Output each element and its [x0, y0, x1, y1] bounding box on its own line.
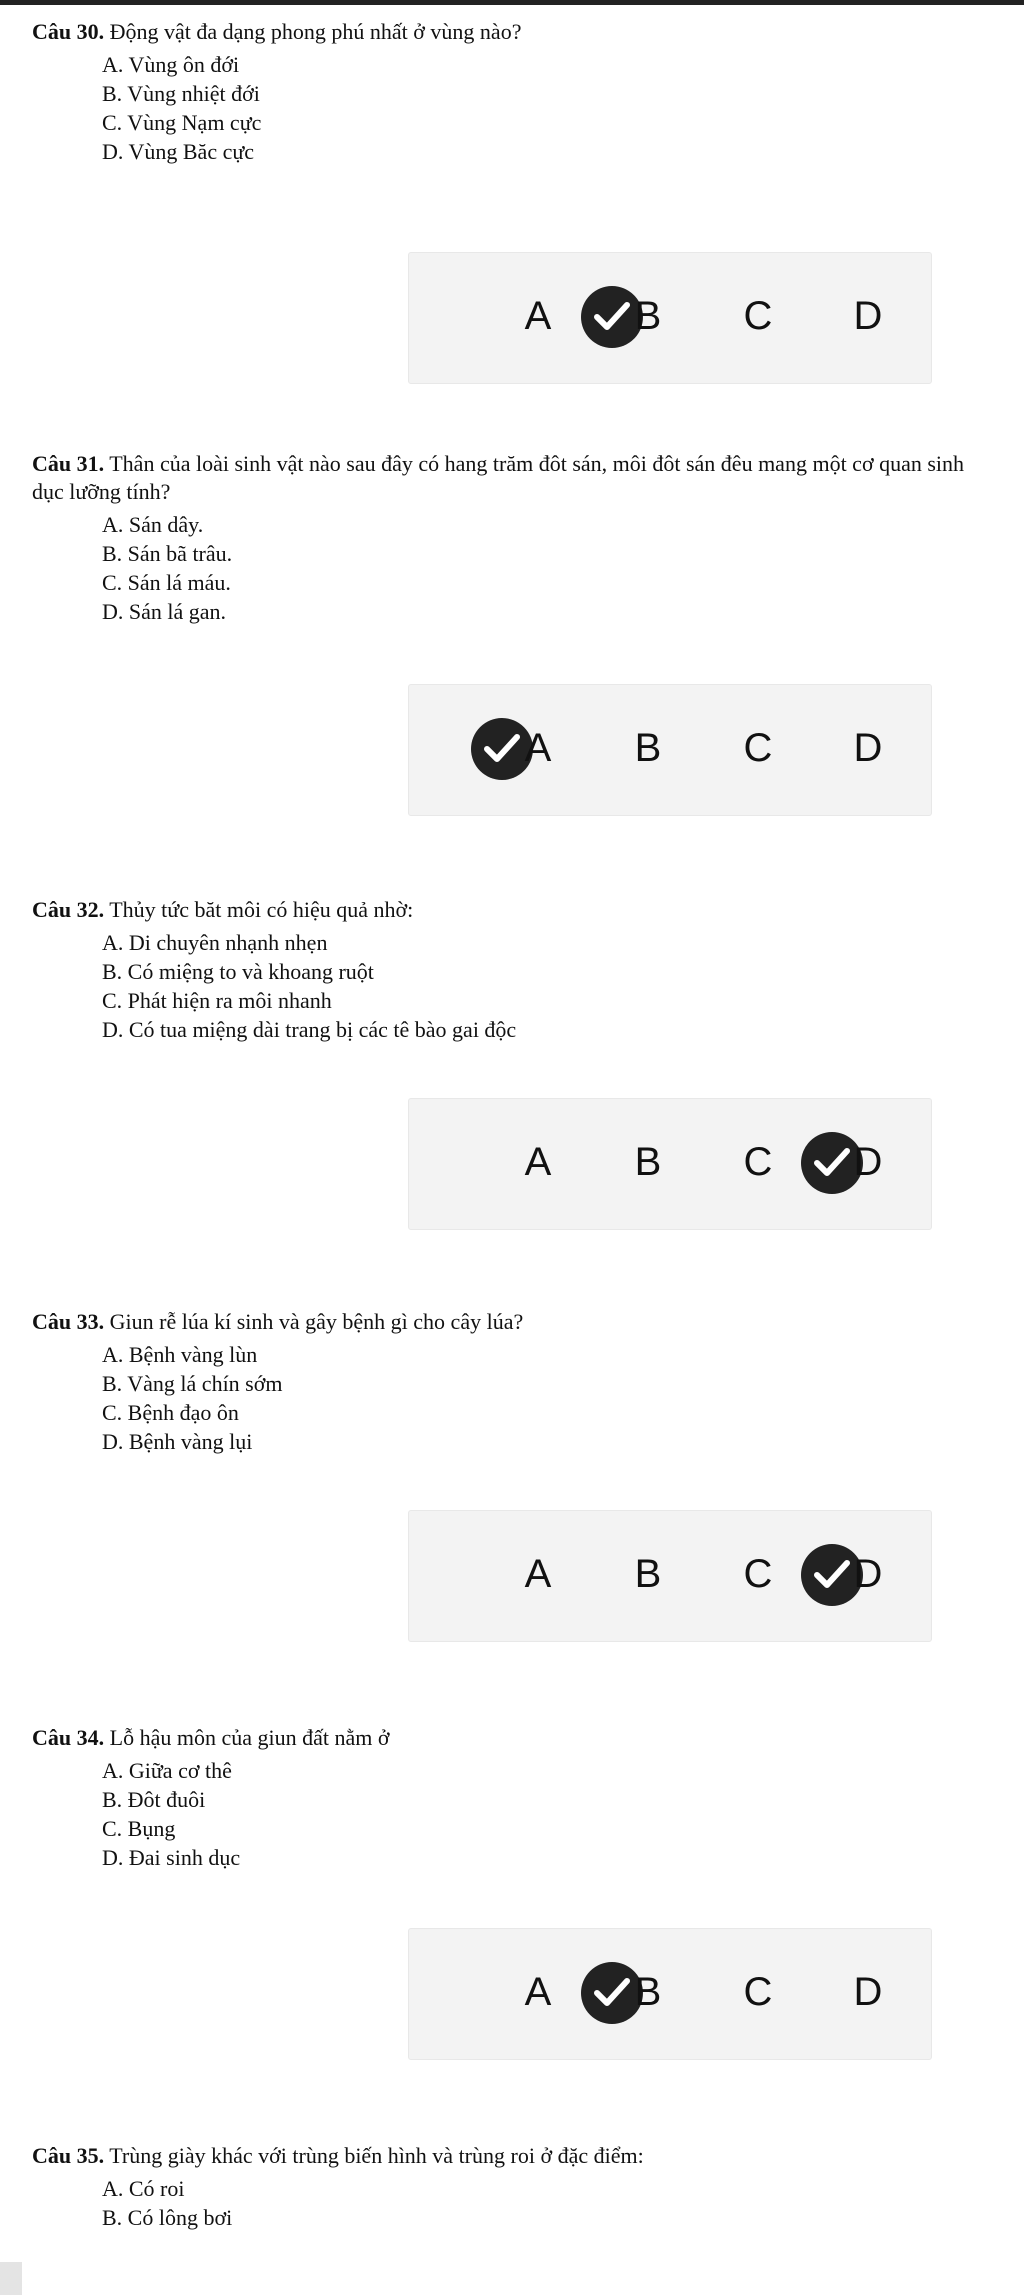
choice-letter: B — [634, 1140, 662, 1184]
answer-selector — [408, 252, 932, 384]
choice-letter: C — [743, 294, 773, 338]
choice-letter: D — [853, 1552, 883, 1596]
choice-letter: D — [853, 1140, 883, 1184]
question-body: Thân của loài sinh vật nào sau đây có hang trăm đôt sán, môi đôt sán đêu mang một cơ quan sinh dục lưỡng tính? — [32, 451, 965, 504]
option-b: B. Vùng nhiệt đới — [102, 81, 260, 106]
choice-letter: A — [524, 1140, 552, 1184]
option-list — [102, 928, 516, 1044]
option-a: A. Sán dây. — [102, 512, 204, 537]
question-text — [32, 18, 997, 46]
option-list — [102, 1756, 240, 1872]
question-body: Giun rễ lúa kí sinh và gây bệnh gì cho cây lúa? — [109, 1309, 524, 1334]
answer-selector — [408, 1510, 932, 1642]
option-c: C. Sán lá máu. — [102, 570, 231, 595]
question-text — [32, 1308, 997, 1336]
question-number: Câu 35. — [32, 2143, 105, 2168]
choice-letter: C — [743, 1552, 773, 1596]
option-c: C. Vùng Nạm cực — [102, 110, 262, 135]
option-d: D. Vùng Băc cực — [102, 139, 255, 164]
choice-letter: A — [524, 1970, 552, 2014]
option-c: C. Phát hiện ra môi nhanh — [102, 988, 332, 1013]
question-32 — [0, 896, 1024, 1296]
option-b: B. Sán bã trâu. — [102, 541, 233, 566]
option-d: D. Bệnh vàng lụi — [102, 1429, 253, 1454]
scroll-edge-indicator — [0, 2262, 22, 2295]
option-list — [102, 1340, 283, 1456]
choice-letter: B — [634, 1970, 662, 2014]
question-body: Trùng giày khác với trùng biến hình và trùng roi ở đặc điểm: — [109, 2143, 644, 2168]
choice-letter: C — [743, 1140, 773, 1184]
option-a: A. Vùng ôn đới — [102, 52, 240, 77]
question-body: Lỗ hậu môn của giun đất nằm ở — [109, 1725, 390, 1750]
question-number: Câu 30. — [32, 19, 105, 44]
answer-selector — [408, 684, 932, 816]
option-a: A. Di chuyên nhạnh nhẹn — [102, 930, 328, 955]
question-number: Câu 31. — [32, 451, 105, 476]
question-35 — [0, 2142, 1024, 2292]
choice-letter: B — [634, 726, 662, 770]
option-a: A. Giữa cơ thê — [102, 1758, 232, 1783]
question-text — [32, 1724, 997, 1752]
option-d: D. Đai sinh dục — [102, 1845, 241, 1870]
question-number: Câu 33. — [32, 1309, 105, 1334]
choice-letter: C — [743, 726, 773, 770]
option-list — [102, 50, 261, 166]
question-text — [32, 450, 997, 506]
option-d: D. Sán lá gan. — [102, 599, 227, 624]
option-a: A. Bệnh vàng lùn — [102, 1342, 258, 1367]
question-number: Câu 34. — [32, 1725, 105, 1750]
question-30 — [0, 18, 1024, 418]
answer-selector — [408, 1098, 932, 1230]
option-list — [102, 2174, 232, 2232]
option-c: C. Bụng — [102, 1816, 176, 1841]
top-edge-bar — [0, 0, 1024, 5]
choice-letter: A — [524, 1552, 552, 1596]
answer-selector — [408, 1928, 932, 2060]
option-list — [102, 510, 232, 626]
choice-letter: C — [743, 1970, 773, 2014]
question-body: Động vật đa dạng phong phú nhất ở vùng nào? — [109, 19, 522, 44]
option-b: B. Có lông bơi — [102, 2205, 233, 2230]
question-text — [32, 896, 997, 924]
choice-letter: A — [524, 726, 552, 770]
question-33 — [0, 1308, 1024, 1708]
choice-letter: B — [634, 1552, 662, 1596]
option-b: B. Có miệng to và khoang ruột — [102, 959, 374, 984]
option-d: D. Có tua miệng dài trang bị các tê bào gai độc — [102, 1017, 517, 1042]
question-number: Câu 32. — [32, 897, 105, 922]
choice-letter: D — [853, 1970, 883, 2014]
question-31 — [0, 450, 1024, 850]
question-text — [32, 2142, 997, 2170]
option-c: C. Bệnh đạo ôn — [102, 1400, 239, 1425]
question-body: Thủy tức băt môi có hiệu quả nhờ: — [109, 897, 414, 922]
choice-letter: D — [853, 294, 883, 338]
question-34 — [0, 1724, 1024, 2124]
option-b: B. Vàng lá chín sớm — [102, 1371, 283, 1396]
option-b: B. Đôt đuôi — [102, 1787, 206, 1812]
option-a: A. Có roi — [102, 2176, 185, 2201]
choice-letter: A — [524, 294, 552, 338]
choice-letter: B — [634, 294, 662, 338]
choice-letter: D — [853, 726, 883, 770]
